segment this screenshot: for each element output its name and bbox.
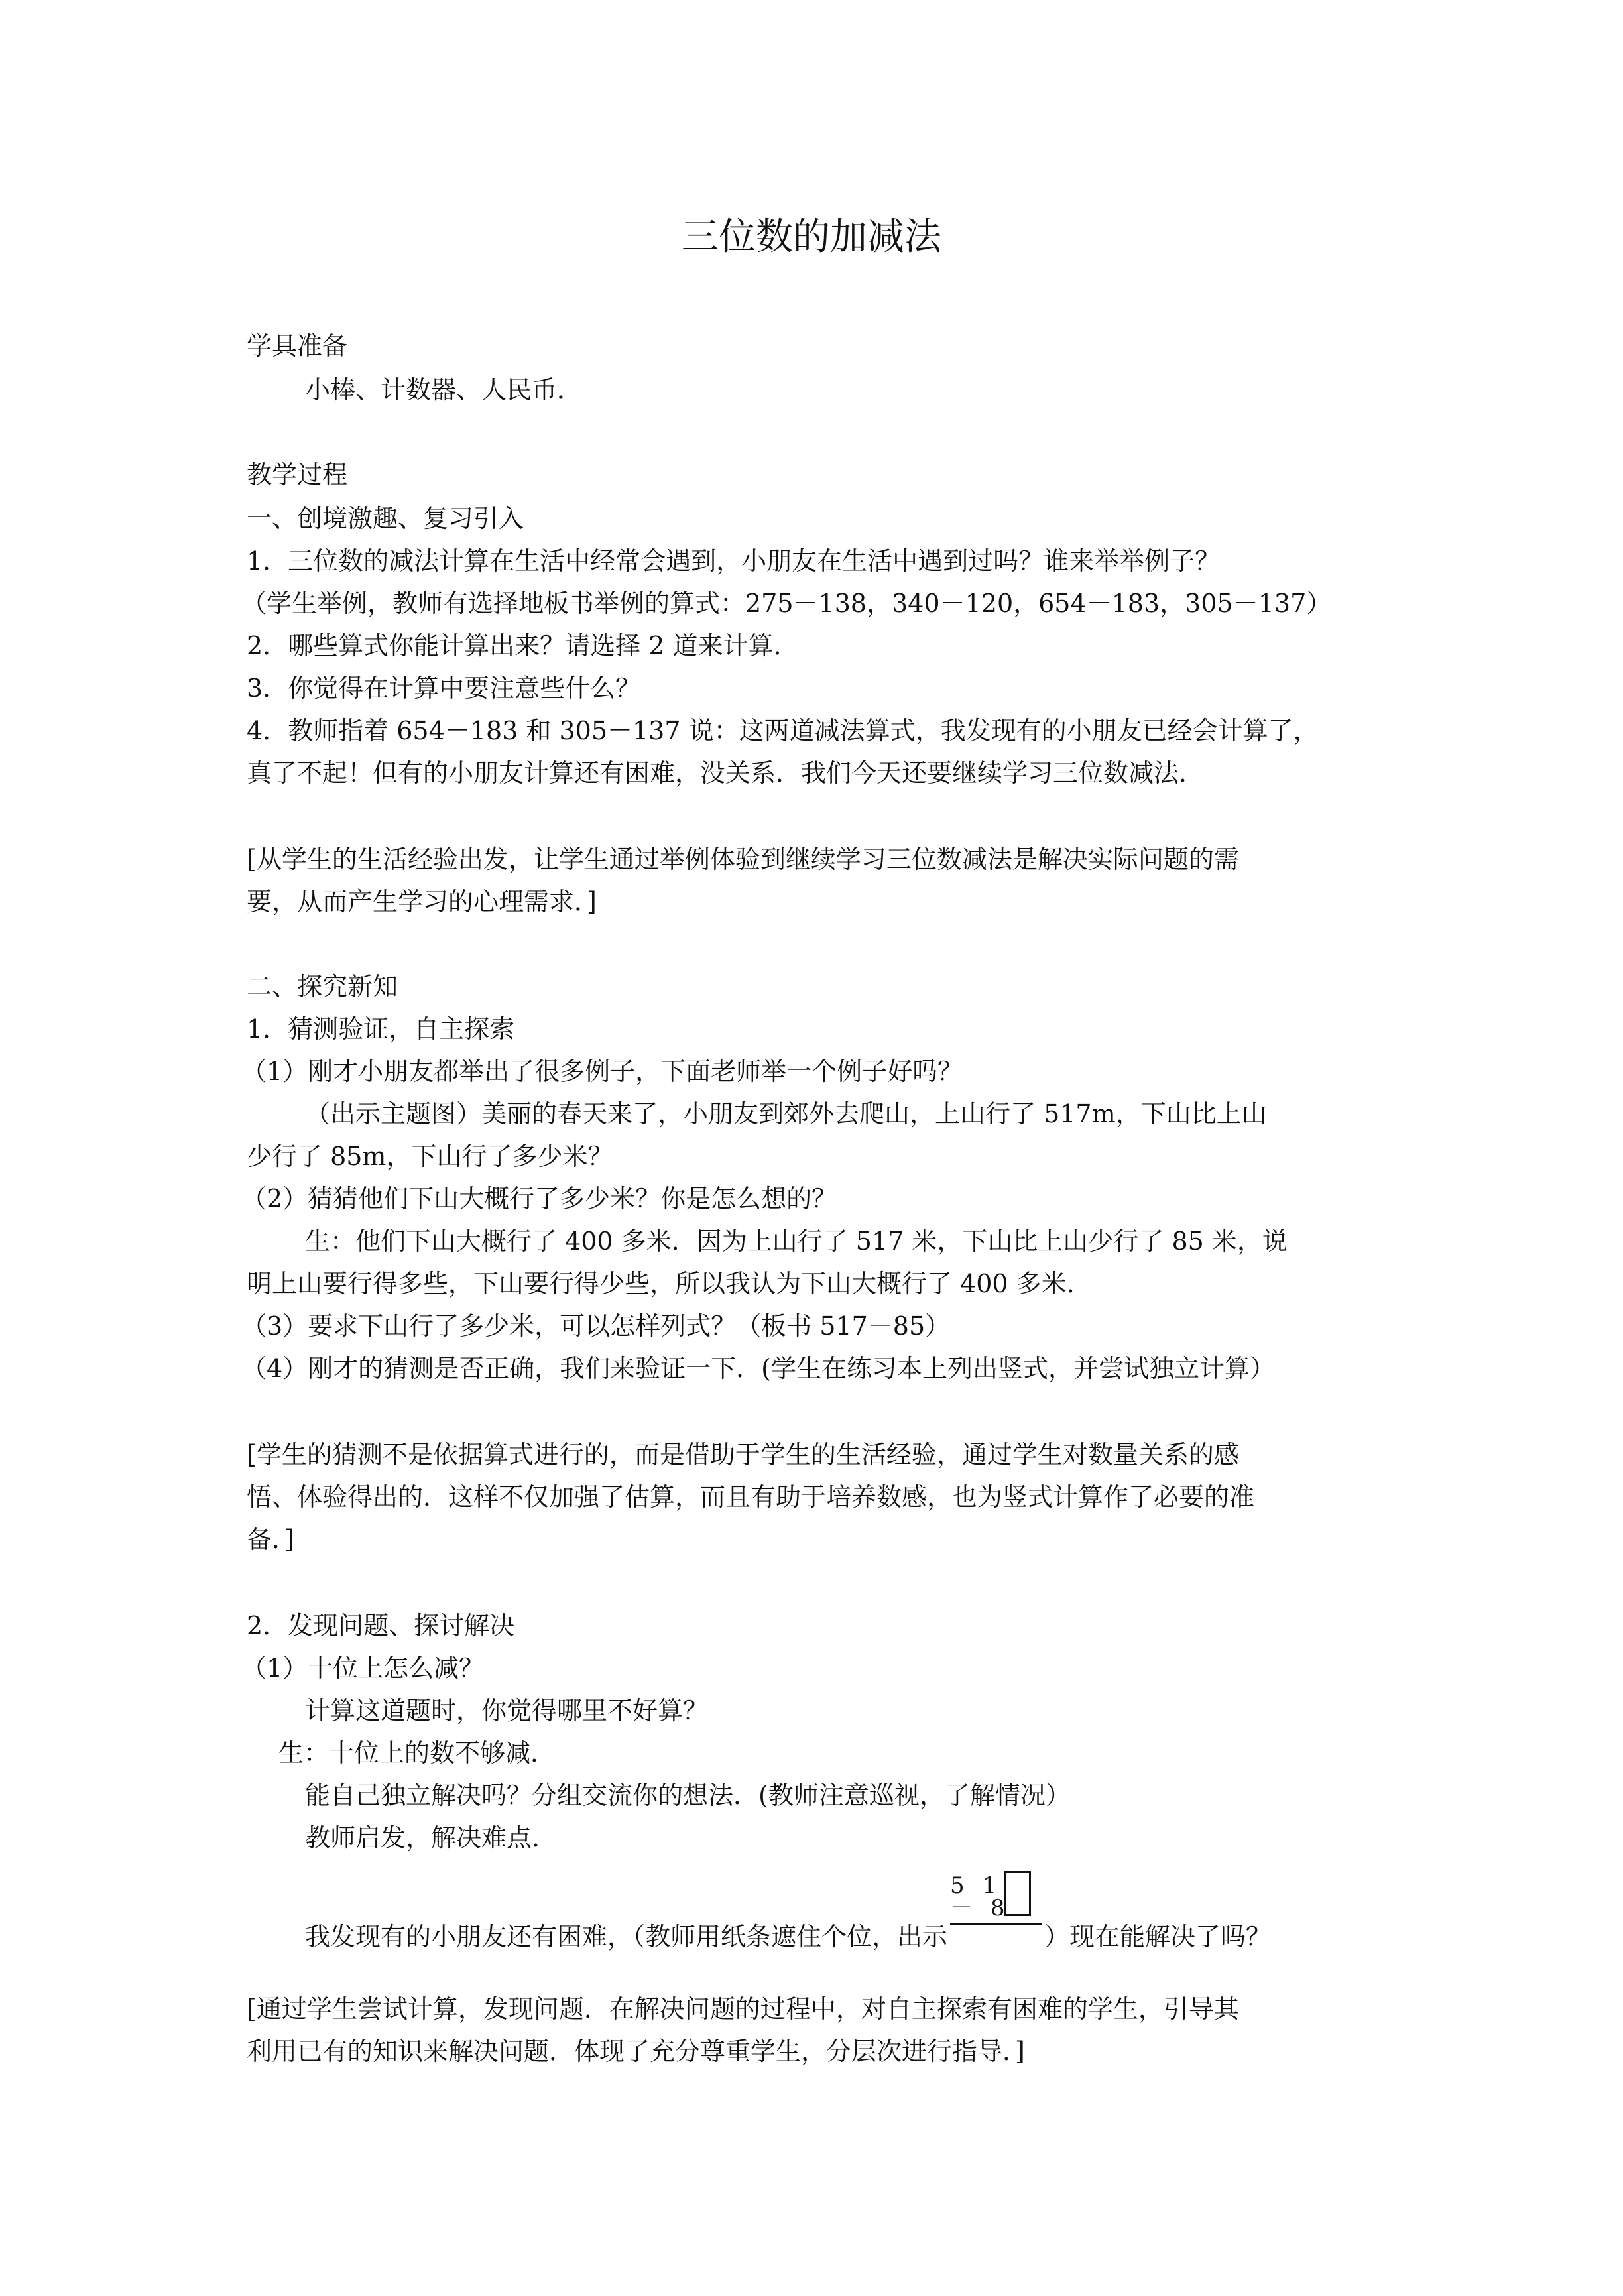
paragraph-line: （学生举例，教师有选择地板书举例的算式：275－138，340－120，654－183，305－137） xyxy=(241,589,1332,618)
paragraph-line: （3）要求下山行了多少米，可以怎样列式？（板书 517－85） xyxy=(241,1311,951,1341)
vertical-bottom-number: － 8 xyxy=(950,1895,1010,1921)
paragraph-line: 少行了 85m，下山行了多少米？ xyxy=(247,1142,613,1171)
page-title: 三位数的加减法 xyxy=(682,215,941,259)
paragraph-line: 生：十位上的数不够减． xyxy=(278,1738,556,1768)
paragraph-text: ）现在能解决了吗？ xyxy=(1044,1922,1272,1951)
paragraph-line: 能自己独立解决吗？分组交流你的想法．(教师注意巡视，了解情况） xyxy=(305,1781,1071,1810)
vertical-calculation-line xyxy=(305,1872,1445,1954)
paragraph-line: 明上山要行得多些，下山要行得少些，所以我认为下山大概行了 400 多米． xyxy=(247,1269,1092,1298)
vertical-line-bar xyxy=(950,1923,1042,1925)
commentary-line: 备．] xyxy=(247,1525,294,1554)
commentary-line: [从学生的生活经验出发，让学生通过举例体验到继续学习三位数减法是解决实际问题的需 xyxy=(247,845,1239,874)
paragraph-line: （4）刚才的猜测是否正确，我们来验证一下．(学生在练习本上列出竖式，并尝试独立计算） xyxy=(241,1354,1276,1383)
vertical-subtraction xyxy=(950,1872,1042,1945)
commentary-line: [学生的猜测不是依据算式进行的，而是借助于学生的生活经验，通过学生对数量关系的感 xyxy=(247,1440,1239,1469)
paragraph-line: （1）刚才小朋友都举出了很多例子，下面老师举一个例子好吗？ xyxy=(241,1057,963,1086)
subsection-heading-intro: 一、创境激趣、复习引入 xyxy=(247,504,524,533)
paragraph-line: 3．你觉得在计算中要注意些什么？ xyxy=(247,674,641,703)
paragraph-line: 计算这道题时，你觉得哪里不好算？ xyxy=(305,1696,709,1725)
commentary-line: 悟、体验得出的．这样不仅加强了估算，而且有助于培养数感，也为竖式计算作了必要的准 xyxy=(247,1482,1255,1512)
subsection-heading-explore: 二、探究新知 xyxy=(247,972,398,1001)
section-heading-materials: 学具准备 xyxy=(247,332,348,361)
paragraph-line: 1．猜测验证，自主探索 xyxy=(247,1014,515,1044)
covered-digit-box xyxy=(1004,1871,1031,1916)
paragraph-line: 生：他们下山大概行了 400 多米．因为上山行了 517 米，下山比上山少行了 85 米，说 xyxy=(305,1227,1288,1256)
subsection-heading-discover: 2．发现问题、探讨解决 xyxy=(247,1611,515,1640)
paragraph-line: 1．三位数的减法计算在生活中经常会遇到，小朋友在生活中遇到过吗？谁来举举例子？ xyxy=(247,546,1221,575)
paragraph-line: （出示主题图）美丽的春天来了，小朋友到郊外去爬山，上山行了 517m，下山比上山 xyxy=(305,1099,1267,1128)
section-heading-process: 教学过程 xyxy=(247,460,348,489)
paragraph-line: （1）十位上怎么减？ xyxy=(241,1654,485,1683)
commentary-line: [通过学生尝试计算，发现问题．在解决问题的过程中，对自主探索有困难的学生，引导其 xyxy=(247,1994,1239,2024)
paragraph-line: 4．教师指着 654－183 和 305－137 说：这两道减法算式，我发现有的小朋友已经会计算了， xyxy=(247,716,1319,745)
paragraph-line: 真了不起！但有的小朋友计算还有困难，没关系．我们今天还要继续学习三位数减法． xyxy=(247,758,1205,788)
vertical-top-number: 5 1 xyxy=(950,1872,1002,1899)
commentary-line: 利用已有的知识来解决问题．体现了充分尊重学生，分层次进行指导．] xyxy=(247,2037,1025,2066)
paragraph-line: 教师启发，解决难点． xyxy=(305,1823,558,1852)
paragraph-line: （2）猜猜他们下山大概行了多少米？你是怎么想的？ xyxy=(241,1184,837,1213)
paragraph-line: 2．哪些算式你能计算出来？请选择 2 道来计算． xyxy=(247,631,799,660)
materials-text: 小棒、计数器、人民币． xyxy=(305,375,583,404)
paragraph-text: 我发现有的小朋友还有困难，（教师用纸条遮住个位，出示 xyxy=(305,1922,948,1951)
commentary-line: 要，从而产生学习的心理需求．] xyxy=(247,887,597,916)
